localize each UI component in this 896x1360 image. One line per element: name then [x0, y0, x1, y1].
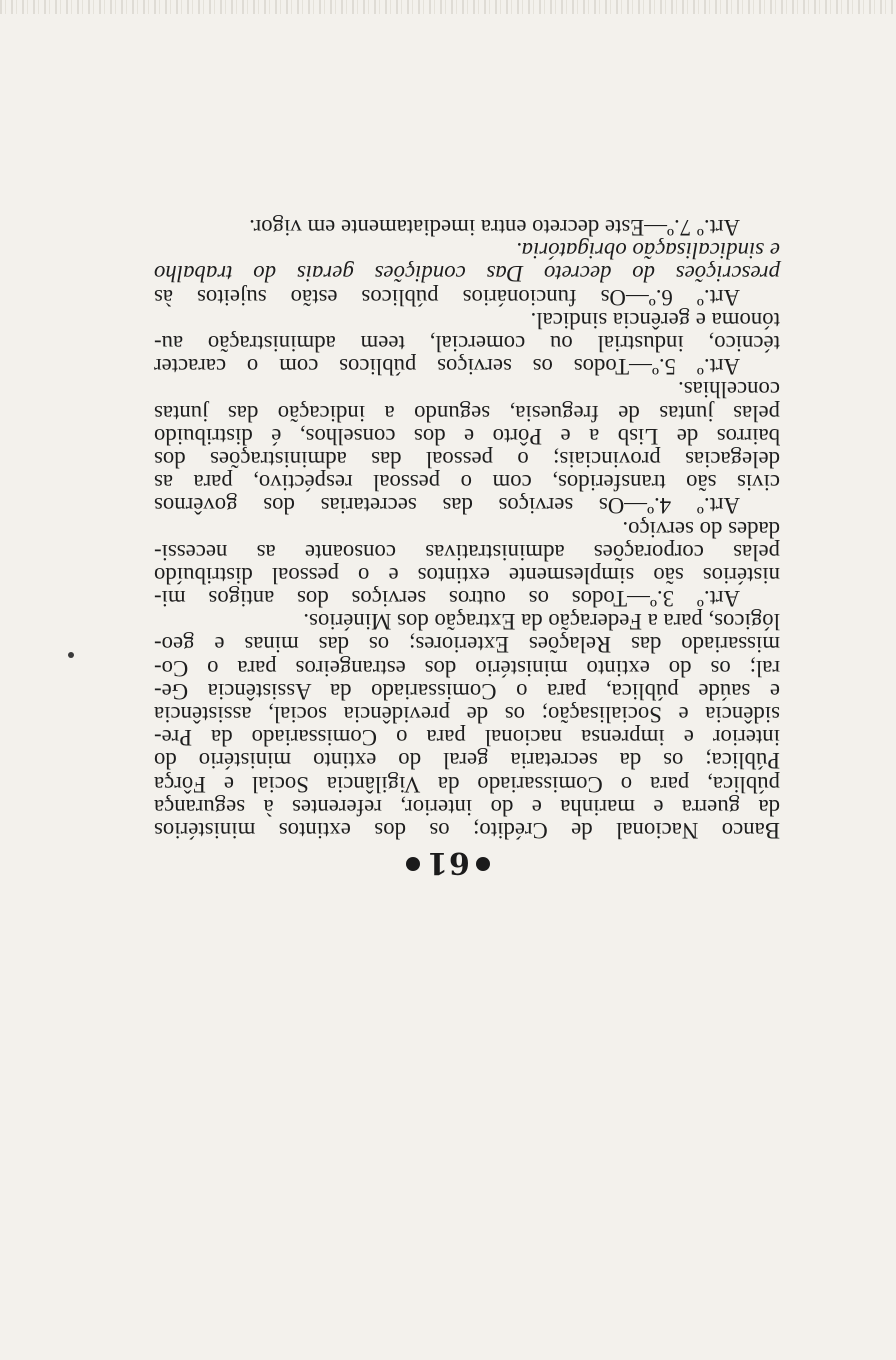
article-4-line: Art.º 4.º—Os serviços das secretarias dos govêrnos [154, 493, 740, 519]
text-line: dades do serviço. [622, 516, 780, 542]
text-line: bairros de Lisb a e Pôrto e dos conselhos, é distribuido [154, 423, 780, 449]
text-line: delegacias provinciais; o pessoal das administrações dos [154, 447, 780, 472]
text-line: e saúde pública, para o Comissariado da Assistência Ge- [154, 678, 780, 704]
text-line: civis são transferidos, com o pessoal respéctivo, para as [154, 470, 780, 496]
text-line: interior e imprensa nacional para o Comissariado da Pre- [154, 725, 780, 751]
text-line: tónoma e gerência sindical. [530, 307, 780, 333]
text-line: e sindicalisação obrigatória. [515, 238, 780, 264]
text-line: lógicos, para a Federação da Extração dos Minérios. [303, 609, 780, 635]
decree-text [154, 216, 780, 842]
page-number-text: 61 [426, 845, 470, 880]
article-6-line: Art.º 6.º—Os funcionários públicos estão sujeitos às [154, 284, 740, 310]
ink-spot [68, 652, 74, 658]
text-line: Banco Nacional de Crédito; os dos extintos ministérios [154, 818, 780, 843]
bullet-left-icon [476, 857, 490, 871]
text-line: técnico, industrial ou comercial, teem administração au- [154, 331, 780, 357]
text-line: da guerra e marinha e do interior, referentes à segurança [154, 794, 780, 820]
text-line: ral; os do extinto ministério dos estrangeiros para o Co- [154, 655, 780, 681]
text-line: prescrições do decreto Das condições gerais do trabalho [154, 261, 780, 287]
page-number [398, 845, 498, 880]
text-line: missariado das Relações Exteriores; os das minas e geo- [154, 632, 780, 658]
bullet-right-icon [406, 857, 420, 871]
article-3-line: Art.º 3.º—Todos os outros serviços dos antigos mi- [154, 586, 740, 612]
text-line: Pública; os da secretaria geral do extinto ministério do [154, 748, 780, 774]
article-7-line: Art.º 7.º—Este decreto entra imediatamente em vigor. [249, 215, 740, 241]
text-line: pelas juntas de freguesia, segundo a indicação das juntas [154, 400, 780, 426]
text-line: sidência e Socialisação; os de previdência social, assistência [154, 702, 780, 728]
text-line: pública, para o Comissariado da Vigilância Social e Fôrça [154, 771, 780, 797]
article-5-line: Art.º 5.º—Todos os serviços públicos com o caracter [154, 354, 740, 380]
text-line: concelhias. [678, 377, 780, 403]
text-line: pelas corporações administrativas consoante as necessi- [154, 539, 780, 565]
text-line: nistérios são simplesmente extintos e o pessoal distribuído [154, 562, 780, 588]
